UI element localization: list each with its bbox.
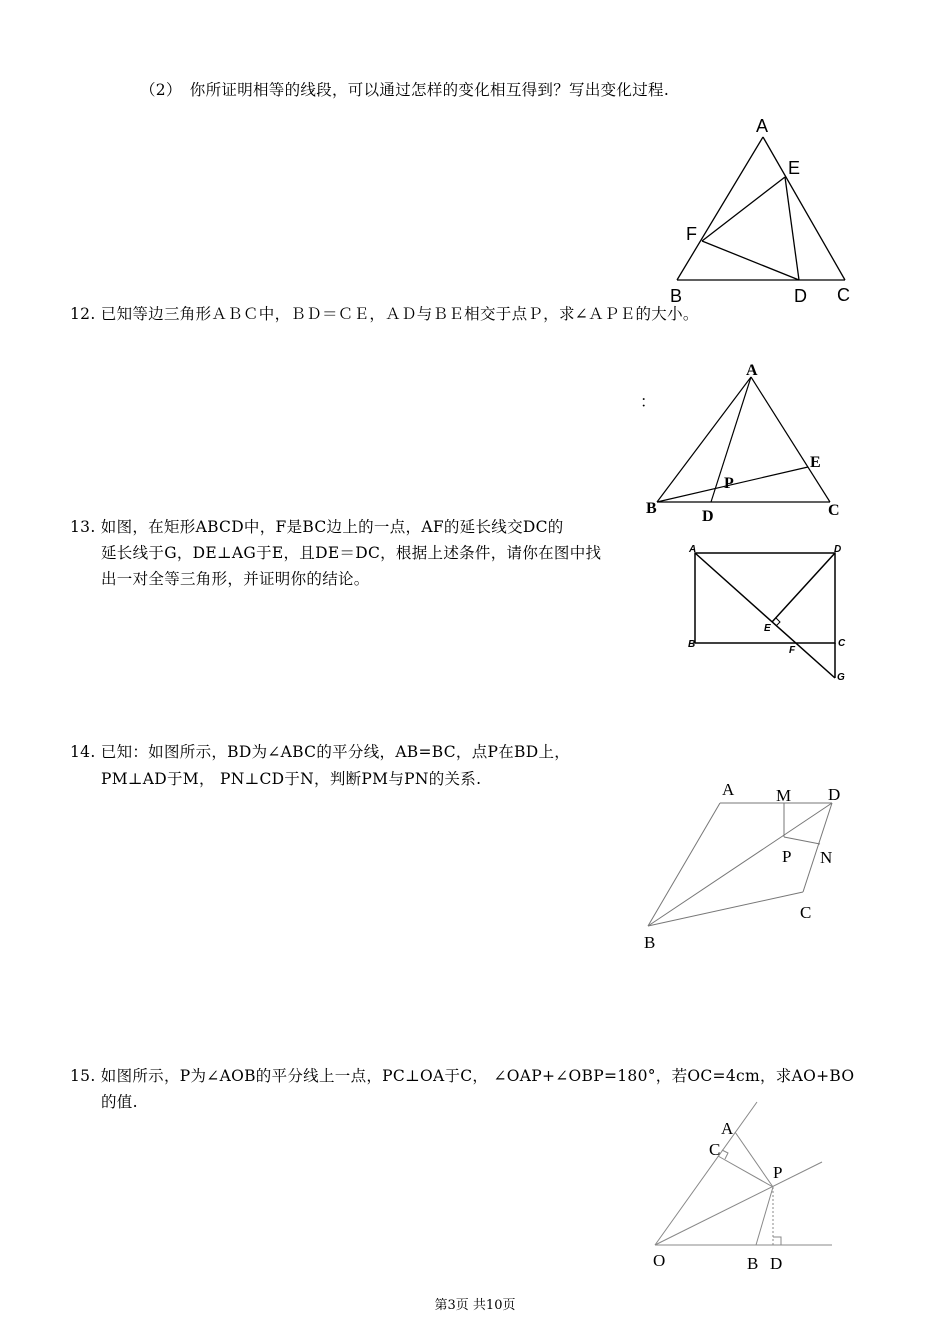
q14-label-d: D xyxy=(828,785,841,804)
q12-label-a: A xyxy=(746,362,758,379)
q11-label-c: C xyxy=(837,285,850,305)
q11-seg-fd xyxy=(702,241,799,280)
q15-text-line1: 15. 如图所示，P为∠AOB的平分线上一点，PC⊥OA于C， ∠OAP+∠OBP=180°，若OC=4cm，求AO+BO xyxy=(70,1067,855,1085)
q14-label-c: C xyxy=(800,903,812,922)
q15-seg-pc xyxy=(718,1156,773,1187)
q14-seg-pn xyxy=(784,837,820,844)
q12-label-d: D xyxy=(702,508,714,525)
q14-label-m: M xyxy=(776,786,792,805)
q13-label-d: D xyxy=(834,544,842,555)
q15-seg-pa xyxy=(735,1132,773,1187)
q13-text-line2: 延长线于G，DE⊥AG于E，且DE＝DC，根据上述条件，请你在图中找 xyxy=(101,544,602,562)
q11-seg-ed xyxy=(785,177,799,280)
q15-angle-figure xyxy=(640,1090,840,1280)
q12-text: 12. 已知等边三角形ＡＢＣ中，ＢＤ＝ＣＥ，ＡＤ与ＢＥ相交于点Ｐ，求∠ＡＰＥ的大小。 xyxy=(70,305,699,323)
q12-stray-mark: ： xyxy=(640,394,657,411)
q14-seg-cb xyxy=(648,892,803,926)
q12-seg-ac xyxy=(751,377,830,502)
q12-label-e: E xyxy=(810,454,821,471)
q13-text-line3: 出一对全等三角形，并证明你的结论。 xyxy=(101,570,370,588)
q11-part2-text: （2） 你所证明相等的线段，可以通过怎样的变化相互得到？写出变化过程. xyxy=(140,81,670,99)
q14-label-b: B xyxy=(644,933,656,952)
q11-label-f: F xyxy=(686,224,697,244)
q14-label-n: N xyxy=(820,848,833,867)
q13-rectangle-figure xyxy=(680,540,850,690)
q11-label-a: A xyxy=(756,116,769,136)
q15-seg-pb xyxy=(756,1187,773,1245)
q13-label-a: A xyxy=(689,544,697,555)
q11-label-e: E xyxy=(788,158,801,178)
q15-right-angle-c xyxy=(722,1150,728,1159)
q15-label-p: P xyxy=(773,1163,783,1182)
q11-seg-ab xyxy=(677,137,763,280)
q15-label-b: B xyxy=(747,1254,759,1273)
q14-seg-ba xyxy=(648,803,720,926)
q15-text-line2: 的值. xyxy=(101,1093,138,1111)
q15-label-d: D xyxy=(770,1254,783,1273)
q14-label-p: P xyxy=(782,847,792,866)
q13-label-f: F xyxy=(789,645,796,656)
q13-text-line1: 13. 如图，在矩形ABCD中，F是BC边上的一点，AF的延长线交DC的 xyxy=(70,518,564,536)
q13-label-c: C xyxy=(838,638,846,649)
q13-label-b: B xyxy=(688,639,696,650)
q11-triangle-figure xyxy=(660,110,860,310)
q12-label-b: B xyxy=(646,500,657,517)
q15-ray-op xyxy=(655,1162,822,1245)
q15-label-o: O xyxy=(653,1251,666,1270)
q11-label-b: B xyxy=(670,286,683,306)
q11-seg-ac xyxy=(763,137,845,280)
page-footer: 第3页 共10页 xyxy=(434,1298,516,1313)
q15-right-angle-d xyxy=(773,1237,781,1245)
q15-label-a: A xyxy=(721,1119,734,1138)
q14-kite-figure xyxy=(640,775,860,960)
q12-label-p: P xyxy=(724,475,734,492)
q11-seg-fe xyxy=(702,177,785,241)
q13-seg-de xyxy=(772,553,835,622)
q13-seg-ag xyxy=(695,553,835,678)
q12-label-c: C xyxy=(828,502,840,519)
q15-ray-oa xyxy=(655,1102,757,1245)
q14-label-a: A xyxy=(722,780,735,799)
q13-label-g: G xyxy=(837,672,845,683)
q12-triangle-figure xyxy=(640,355,850,525)
q15-label-c: C xyxy=(709,1140,721,1159)
q11-label-d: D xyxy=(794,286,807,306)
q13-right-angle-mark xyxy=(776,618,780,626)
q14-text-line2: PM⊥AD于M， PN⊥CD于N，判断PM与PN的关系. xyxy=(101,770,482,788)
q13-label-e: E xyxy=(764,623,771,634)
q14-text-line1: 14. 已知：如图所示，BD为∠ABC的平分线，AB=BC，点P在BD上， xyxy=(70,743,571,761)
